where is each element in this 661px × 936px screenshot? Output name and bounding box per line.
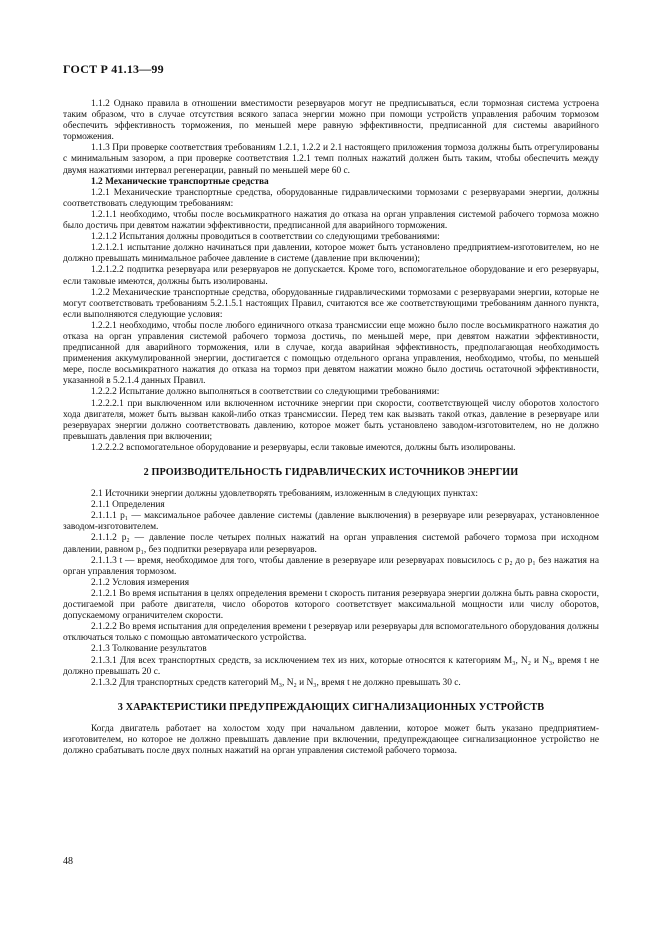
paragraph: 2.1.2.1 Во время испытания в целях определения времени t скорость питания резервуара энергии должна быть равна скорости, достигаемой при работе двигателя, число оборотов которого соответствует максимальной мощности или числу оборотов, допускаемому ограничителем скорости. bbox=[63, 588, 599, 622]
paragraph: 2.1.1.3 t — время, необходимое для того, чтобы давление в резервуаре или резервуарах повысилось с p₂ до p₁ без нажатия на орган управления тормозом. bbox=[63, 555, 599, 577]
section-heading: 2 ПРОИЗВОДИТЕЛЬНОСТЬ ГИДРАВЛИЧЕСКИХ ИСТОЧНИКОВ ЭНЕРГИИ bbox=[143, 467, 519, 478]
paragraph: 1.2.2.2 Испытание должно выполняться в соответствии со следующими требованиями: bbox=[91, 387, 440, 398]
document-body bbox=[63, 99, 599, 757]
paragraph: 1.2.1 Механические транспортные средства, оборудованные гидравлическими тормозами с резервуарами энергии, должны соответствовать следующим требованиям: bbox=[63, 187, 599, 209]
paragraph: 2.1.1 Определения bbox=[91, 500, 165, 511]
paragraph: 2.1.2.2 Во время испытания для определения времени t резервуар или резервуары для вспомогательного оборудования должны отключаться только с помощью автоматического устройства. bbox=[63, 622, 599, 644]
paragraph: 2.1.3.2 Для транспортных средств категорий M₃, N₂ и N₃, время t не должно превышать 30 с. bbox=[91, 677, 461, 688]
paragraph: 1.2.2.1 необходимо, чтобы после любого единичного отказа трансмиссии еще можно было после восьмикратного нажатия до отказа на орган управления системой рабочего тормоза достичь, по меньшей мере, при девятом нажатии эффективности, предписанной для аварийного торможения, или в случае, когда аварийная эффективность, предполагающая необходимость применения аккумулированной энергии, достигается с помощью отдельного органа управления, необходимо, чтобы, по меньшей мере, после восьмикратного нажатия до отказа на тормоз при девятом нажатии можно было достичь остаточной эффективности, указанной в 5.2.1.4 данных Правил. bbox=[63, 320, 599, 387]
paragraph: 2.1.3 Толкование результатов bbox=[91, 644, 207, 655]
paragraph: 1.2.1.2.1 испытание должно начинаться при давлении, которое может быть установлено предприятием-изготовителем, но не должно превышать минимальное рабочее давление в системе (давление при включении); bbox=[63, 243, 599, 265]
paragraph: 1.2.1.1 необходимо, чтобы после восьмикратного нажатия до отказа на орган управления системой рабочего тормоза можно было достичь при девятом нажатии эффективности, предписанной для аварийного торможения. bbox=[63, 209, 599, 232]
paragraph: 1.1.3 При проверке соответствия требованиям 1.2.1, 1.2.2 и 2.1 настоящего приложения тормоза должны быть отрегулированы с минимальным зазором, а при проверке соответствия 1.2.1 темп полных нажатий должен быть таким, чтобы обеспечить между двумя нажатиями интервал регенерации, равный по меньшей мере 60 с. bbox=[63, 143, 599, 176]
paragraph: 2.1.3.1 Для всех транспортных средств, за исключением тех из них, которые относятся к категориям M₃, N₂ и N₃, время t не должно превышать 20 с. bbox=[63, 655, 599, 677]
paragraph: 2.1 Источники энергии должны удовлетворять требованиям, изложенным в следующих пунктах: bbox=[91, 489, 479, 500]
paragraph: 1.2.2 Механические транспортные средства, оборудованные гидравлическими тормозами с резервуарами энергии, которые не могут соответствовать требованиям 5.2.1.5.1 настоящих Правил, считаются все же соответствующими требованиям данного пункта, если выполняются следующие условия: bbox=[63, 287, 599, 320]
paragraph: 2.1.2 Условия измерения bbox=[91, 577, 190, 588]
paragraph: 1.2.1.2 Испытания должны проводиться в соответствии со следующими требованиями: bbox=[91, 232, 440, 243]
paragraph: 1.2.2.2.2 вспомогательное оборудование и резервуары, если таковые имеются, должны быть изолированы. bbox=[91, 442, 516, 453]
paragraph: 2.1.1.2 p₂ — давление после четырех полных нажатий на орган управления системой рабочего тормоза при исходном давлении, равном p₁, без подпитки резервуара или резервуаров. bbox=[63, 533, 599, 555]
paragraph: Когда двигатель работает на холостом ходу при начальном давлении, которое может быть указано предприятием-изготовителем, но которое не должно превышать давление при включении, предупреждающее сигнализационное устройство не должно срабатывать после двух полных нажатий на орган управления системой рабочего тормоза. bbox=[63, 723, 599, 757]
paragraph: 2.1.1.1 p₁ — максимальное рабочее давление системы (давление выключения) в резервуаре или резервуарах, установленное заводом-изготовителем. bbox=[63, 511, 599, 533]
page-number: 48 bbox=[63, 856, 73, 867]
paragraph: 1.1.2 Однако правила в отношении вместимости резервуаров могут не предписываться, если тормозная система устроена таким образом, что в случае отсутствия всякого запаса энергии можно при помощи устройств управления рабочим тормозом обеспечить эффективность торможения, по меньшей мере равную эффективности, предписанной для системы аварийного торможения. bbox=[63, 99, 599, 143]
subsection-heading: 1.2 Механические транспортные средства bbox=[91, 176, 269, 187]
page-header: ГОСТ Р 41.13—99 bbox=[63, 62, 164, 76]
paragraph: 1.2.1.2.2 подпитка резервуара или резервуаров не допускается. Кроме того, вспомогательное оборудование и его резервуары, если таковые имеются, должны быть изолированы. bbox=[63, 265, 599, 287]
section-heading: 3 ХАРАКТЕРИСТИКИ ПРЕДУПРЕЖДАЮЩИХ СИГНАЛИЗАЦИОННЫХ УСТРОЙСТВ bbox=[117, 701, 545, 713]
paragraph: 1.2.2.2.1 при выключенном или включенном источнике энергии при скорости, соответствующей числу оборотов холостого хода двигателя, может быть вызван какой-либо отказ трансмиссии. Перед тем как вызвать такой отказ, давление в резервуаре или резервуарах энергии должно соответствовать давлению, которое может быть установлено заводом-изготовителем, но не должно превышать давления при включении; bbox=[63, 398, 599, 442]
